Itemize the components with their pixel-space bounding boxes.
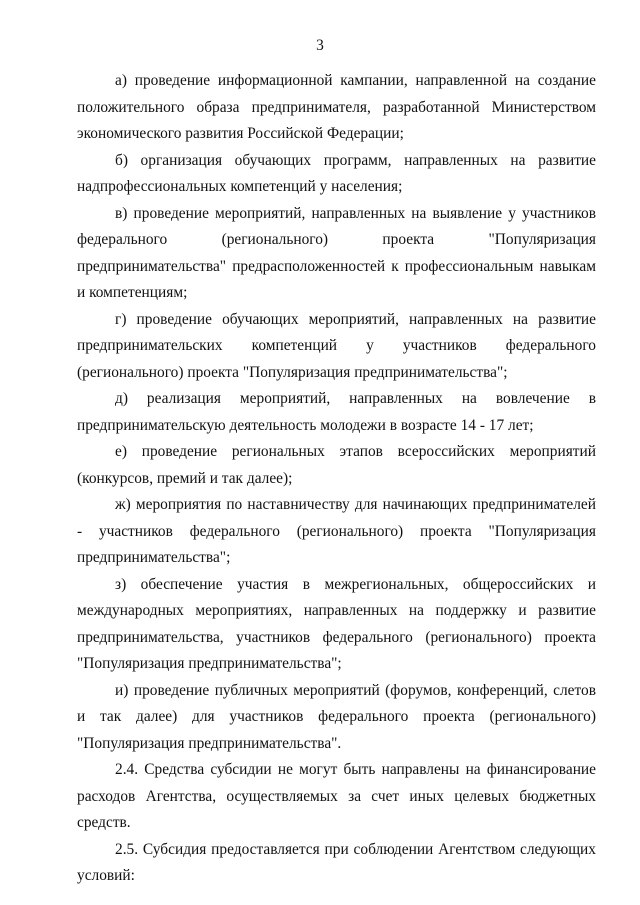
list-item-zh: ж) мероприятия по наставничеству для начинающих предпринимателей - участников федерального (регионального) проекта "Популяризация предпринимательства";	[77, 496, 596, 566]
list-item-b: б) организация обучающих программ, направленных на развитие надпрофессиональных компетенций у населения;	[77, 151, 596, 195]
list-item-a: а) проведение информационной кампании, направленной на создание положительного образа предпринимателя, разработанной Министерством экономического развития Российской Федерации;	[77, 72, 596, 142]
page-number: 3	[316, 37, 324, 54]
clause-2-4: 2.4. Средства субсидии не могут быть направлены на финансирование расходов Агентства, осуществляемых за счет иных целевых бюджетных средств.	[77, 761, 596, 831]
list-item-z: з) обеспечение участия в межрегиональных, общероссийских и международных мероприятиях, направленных на поддержку и развитие предпринимательства, участников федерального (регионального) проекта "Популяризация предпринимательства";	[77, 575, 596, 672]
list-item-i: и) проведение публичных мероприятий (форумов, конференций, слетов и так далее) для участников федерального проекта (регионального) "Популяризация предпринимательства".	[77, 681, 596, 752]
document-body	[77, 68, 596, 890]
list-item-g: г) проведение обучающих мероприятий, направленных на развитие предпринимательских компетенций у участников федерального (регионального) проекта "Популяризация предпринимательства";	[77, 310, 596, 381]
clause-2-5: 2.5. Субсидия предоставляется при соблюдении Агентством следующих условий:	[77, 840, 596, 884]
list-item-d: д) реализация мероприятий, направленных на вовлечение в предпринимательскую деятельность молодежи в возрасте 14 - 17 лет;	[77, 390, 596, 434]
list-item-e: е) проведение региональных этапов всероссийских мероприятий (конкурсов, премий и так далее);	[77, 443, 596, 487]
list-item-v: в) проведение мероприятий, направленных на выявление у участников федерального (регионального) проекта "Популяризация предпринимательства" предрасположенностей к профессиональным навыкам и компетенциям;	[77, 204, 596, 301]
